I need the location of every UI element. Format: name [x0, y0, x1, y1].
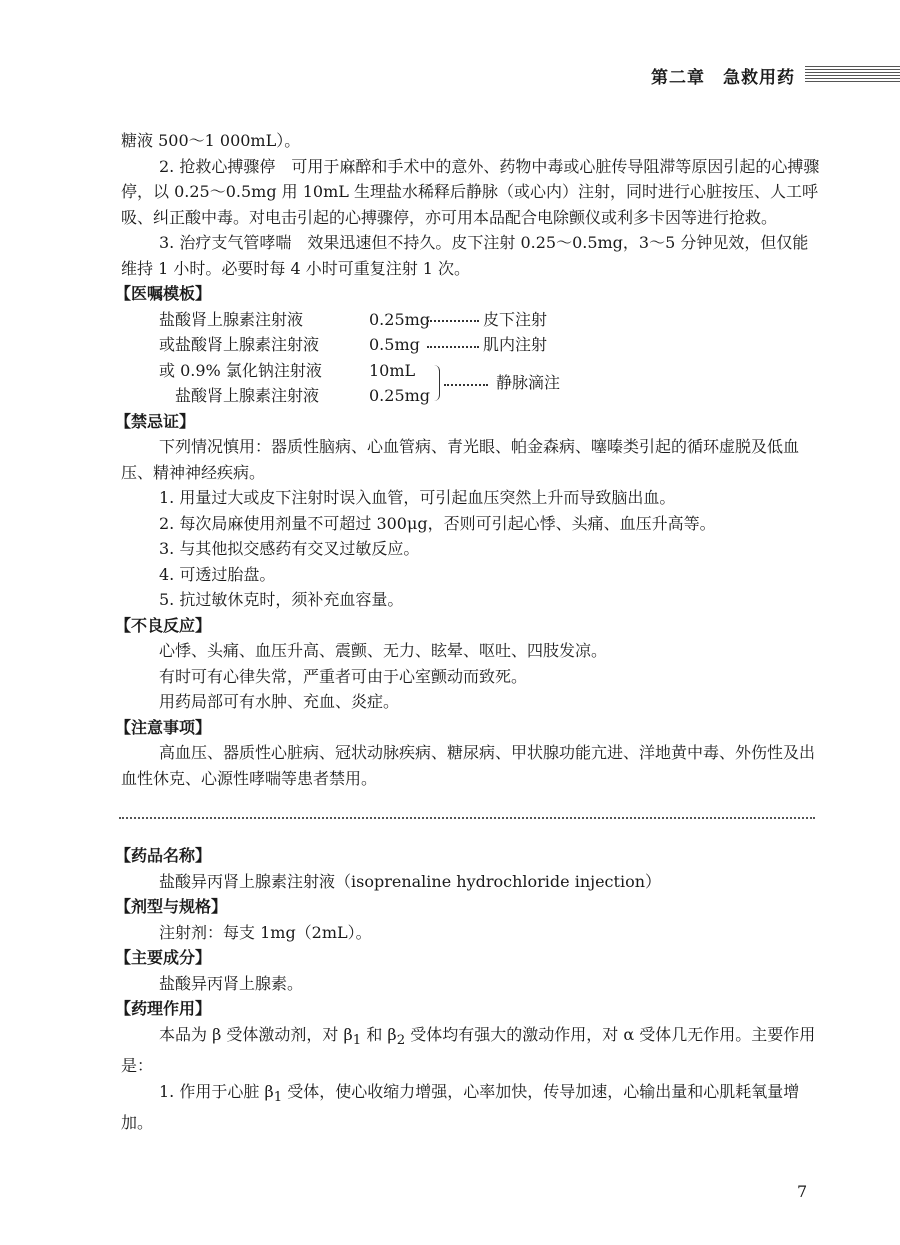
- section-heading-name: 【药品名称】: [115, 846, 212, 865]
- rx-group: [159, 358, 821, 409]
- rx-drug: 或 0.9% 氯化钠注射液: [159, 360, 322, 380]
- section-heading-contra: 【禁忌证】: [115, 411, 196, 431]
- rx-dose: 0.25mg: [369, 309, 431, 329]
- dotted-leader: [444, 384, 488, 386]
- rx-drug: 盐酸肾上腺素注射液: [159, 309, 304, 329]
- rx-route: 静脉滴注: [496, 373, 561, 393]
- list-item: 心悸、头痛、血压升高、震颤、无力、眩晕、呕吐、四肢发凉。: [159, 641, 608, 660]
- dotted-divider: [119, 817, 815, 819]
- rx-row: [159, 332, 821, 358]
- rx-drug: 或盐酸肾上腺素注射液: [159, 335, 320, 354]
- dotted-leader: [427, 346, 479, 348]
- chapter-title: 第二章 急救用药: [651, 67, 795, 88]
- paragraph: 本品为 β 受体激动剂，对 $\beta_1$ 和 $\beta_2$ 受体均有强大的激动作用，对 α 受体几无作用。主要作用是：: [121, 1024, 816, 1076]
- paragraph: 糖液 500～1 000mL）。: [121, 131, 301, 150]
- brace: [431, 365, 440, 401]
- section-heading-adverse: 【不良反应】: [115, 615, 212, 635]
- prescription-template: [121, 307, 821, 409]
- rx-dose: 0.25mg: [369, 386, 431, 405]
- drug-name: 盐酸异丙肾上腺素注射液（isoprenaline hydrochloride injection）: [159, 871, 662, 891]
- ingredient: 盐酸异丙肾上腺素。: [159, 973, 304, 993]
- paragraph: 高血压、器质性心脏病、冠状动脉疾病、糖尿病、甲状腺功能亢进、洋地黄中毒、外伤性及出血性休克、心源性哮喘等患者禁用。: [121, 743, 816, 788]
- paragraph: 1. 作用于心脏 $\beta_1$ 受体，使心收缩力增强，心率加快，传导加速，心输出量和心肌耗氧量增加。: [121, 1081, 800, 1133]
- page-content: [115, 128, 821, 1136]
- rx-route: 皮下注射: [483, 309, 548, 329]
- section-heading-cautions: 【注意事项】: [115, 717, 212, 737]
- rx-row: [159, 358, 427, 384]
- rx-route: 肌内注射: [483, 335, 548, 354]
- section-heading-rx: 【医嘱模板】: [115, 284, 212, 303]
- chapter-header: [651, 64, 900, 86]
- list-item: 有时可有心律失常，严重者可由于心室颤动而致死。: [159, 666, 528, 686]
- paragraph: 下列情况慎用：器质性脑病、心血管病、青光眼、帕金森病、噻嗪类引起的循环虚脱及低血压、精神神经疾病。: [121, 437, 800, 482]
- header-stripes: [805, 66, 900, 84]
- page-number: 7: [797, 1182, 808, 1201]
- paragraph: 2. 抢救心搏骤停 可用于麻醉和手术中的意外、药物中毒或心脏传导阻滞等原因引起的心搏骤停，以 0.25～0.5mg 用 10mL 生理盐水稀释后静脉（或心内）注射，同时进行心脏按压、人工呼吸、纠正酸中毒。对电击引起的心搏骤停，亦可用本品配合电除颤仪或利多卡因等进行抢救。: [121, 156, 820, 227]
- rx-row: [159, 383, 431, 409]
- section-heading-ingredient: 【主要成分】: [115, 948, 212, 967]
- section-heading-pharmacology: 【药理作用】: [115, 999, 212, 1018]
- list-item: 用药局部可有水肿、充血、炎症。: [159, 692, 400, 711]
- list-item: 3. 与其他拟交感药有交叉过敏反应。: [159, 539, 420, 558]
- list-item: 1. 用量过大或皮下注射时误入血管，可引起血压突然上升而导致脑出血。: [159, 488, 676, 507]
- list-item: 4. 可透过胎盘。: [159, 564, 276, 584]
- list-item: 2. 每次局麻使用剂量不可超过 300μg，否则可引起心悸、头痛、血压升高等。: [159, 513, 716, 533]
- rx-drug: 盐酸肾上腺素注射液: [175, 386, 320, 405]
- rx-row: [159, 307, 821, 333]
- section-heading-form: 【剂型与规格】: [115, 897, 228, 916]
- rx-dose: 10mL: [369, 360, 416, 380]
- dotted-leader: [427, 320, 479, 322]
- paragraph: 3. 治疗支气管哮喘 效果迅速但不持久。皮下注射 0.25～0.5mg，3～5 分钟见效，但仅能维持 1 小时。必要时每 4 小时可重复注射 1 次。: [121, 233, 809, 278]
- list-item: 5. 抗过敏休克时，须补充血容量。: [159, 590, 404, 609]
- rx-dose: 0.5mg: [369, 335, 420, 354]
- dosage-form: 注射剂：每支 1mg（2mL）。: [159, 922, 372, 942]
